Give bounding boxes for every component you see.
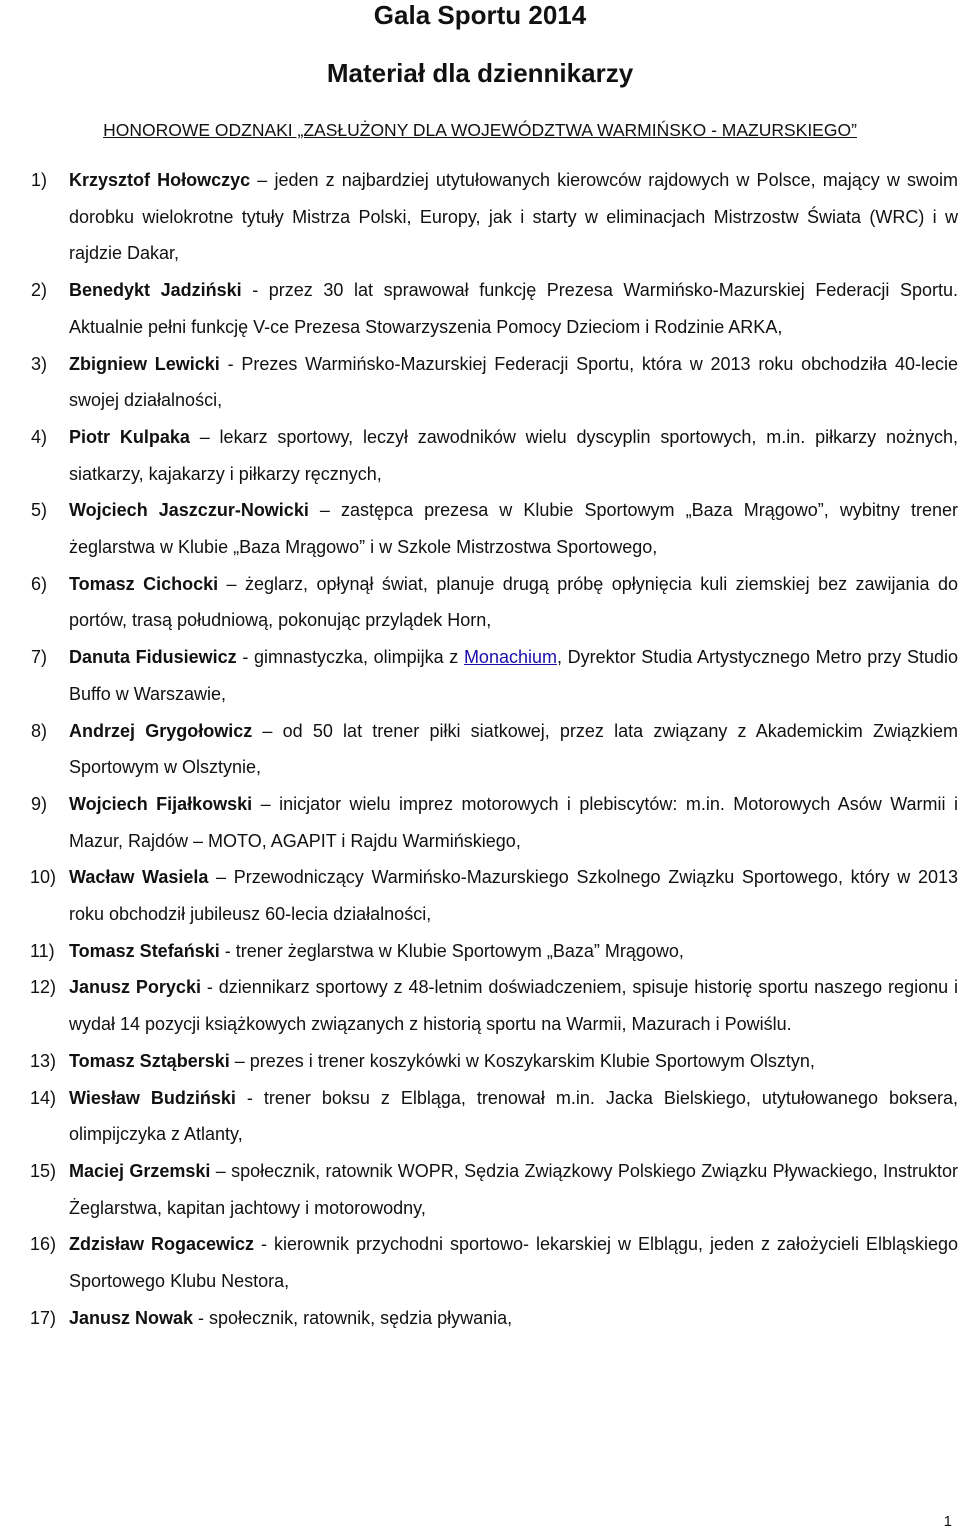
item-number: 2) xyxy=(31,280,48,301)
honoree-description: - gimnastyczka, olimpijka z xyxy=(236,647,464,668)
list-item xyxy=(0,969,960,1042)
honoree-description: - kierownik przychodni sportowo- lekarskiej w Elblągu, jeden z założycieli Elbląskiego Sportowego Klubu Nestora, xyxy=(69,1234,958,1292)
honoree-name: Maciej Grzemski xyxy=(69,1160,211,1181)
honoree-name: Wojciech Fijałkowski xyxy=(69,793,253,814)
honoree-name: Krzysztof Hołowczyc xyxy=(69,170,251,190)
list-item xyxy=(0,933,960,970)
honoree-description: – żeglarz, opłynął świat, planuje drugą próbę opłynięcia kuli ziemskiej bez zawijania do portów, trasą południową, pokonując przylądek Horn, xyxy=(69,573,958,631)
document-subtitle: Materiał dla dziennikarzy xyxy=(326,58,634,88)
item-number: 15) xyxy=(30,1160,57,1181)
list-item xyxy=(0,492,960,565)
list-item xyxy=(0,1080,960,1153)
honoree-name: Tomasz Stefański xyxy=(69,940,220,961)
item-number: 10) xyxy=(30,867,57,888)
list-item xyxy=(0,566,960,639)
honoree-description: - Prezes Warmińsko-Mazurskiej Federacji Sportu, która w 2013 roku obchodziła 40-lecie swojej działalności, xyxy=(69,353,958,411)
item-number: 1) xyxy=(31,170,48,190)
item-number: 12) xyxy=(30,977,57,998)
honoree-description: - przez 30 lat sprawował funkcję Prezesa Warmińsko-Mazurskiej Federacji Sportu. Aktualnie pełni funkcję V-ce Prezesa Stowarzyszenia Pomocy Dzieciom i Rodzinie ARKA, xyxy=(69,280,958,337)
item-number: 4) xyxy=(31,426,48,447)
list-item xyxy=(0,1043,960,1080)
item-number: 3) xyxy=(31,353,48,374)
list-item xyxy=(0,272,960,345)
item-number: 6) xyxy=(31,573,48,594)
honoree-description: – prezes i trener koszykówki w Koszykarskim Klubie Sportowym Olsztyn, xyxy=(229,1050,815,1071)
item-number: 8) xyxy=(31,720,48,741)
honoree-name: Piotr Kulpaka xyxy=(69,426,190,447)
list-item xyxy=(0,639,960,712)
honoree-name: Janusz Porycki xyxy=(69,977,201,998)
honoree-name: Danuta Fidusiewicz xyxy=(69,647,237,668)
honoree-description: – jeden z najbardziej utytułowanych kierowców rajdowych w Polsce, mający w swoim dorobku wielokrotne tytuły Mistrza Polski, Europy, jak i starty w eliminacjach Mistrzostw Świata (WRC) i w rajdzie Dakar, xyxy=(69,170,958,264)
list-item xyxy=(0,1300,960,1337)
page-number: 1 xyxy=(943,1513,952,1530)
honoree-name: Wojciech Jaszczur-Nowicki xyxy=(69,500,309,521)
list-item xyxy=(0,1153,960,1226)
honoree-description: – społecznik, ratownik WOPR, Sędzia Związkowy Polskiego Związku Pływackiego, Instruktor Żeglarstwa, kapitan jachtowy i motorowodny, xyxy=(69,1160,958,1218)
item-number: 17) xyxy=(30,1307,57,1328)
document-title: Gala Sportu 2014 xyxy=(373,0,587,30)
list-item xyxy=(0,346,960,419)
honoree-description: – Przewodniczący Warmińsko-Mazurskiego Szkolnego Związku Sportowego, który w 2013 roku obchodził jubileusz 60-lecia działalności, xyxy=(69,867,958,925)
section-heading: HONOROWE ODZNAKI „ZASŁUŻONY DLA WOJEWÓDZTWA WARMIŃSKO - MAZURSKIEGO” xyxy=(103,120,857,140)
honoree-name: Tomasz Cichocki xyxy=(69,573,219,594)
honoree-description: – lekarz sportowy, leczył zawodników wielu dyscyplin sportowych, m.in. piłkarzy nożnych, siatkarzy, kajakarzy i piłkarzy ręcznych, xyxy=(69,426,959,484)
item-number: 9) xyxy=(31,793,48,814)
honoree-name: Zdzisław Rogacewicz xyxy=(69,1234,255,1255)
item-number: 14) xyxy=(30,1087,57,1108)
honoree-description: – od 50 lat trener piłki siatkowej, przez lata związany z Akademickim Związkiem Sportowym w Olsztynie, xyxy=(69,720,958,778)
honoree-description: - trener żeglarstwa w Klubie Sportowym „Baza” Mrągowo, xyxy=(219,940,684,961)
honoree-name: Wacław Wasiela xyxy=(69,867,209,888)
item-number: 16) xyxy=(30,1234,57,1255)
item-number: 11) xyxy=(30,940,55,961)
honoree-name: Wiesław Budziński xyxy=(69,1087,236,1108)
item-number: 7) xyxy=(31,647,48,668)
honoree-description: , Dyrektor Studia Artystycznego Metro przy Studio Buffo w Warszawie, xyxy=(69,647,958,704)
item-number: 5) xyxy=(31,500,48,521)
monachium-link[interactable]: Monachium xyxy=(463,647,557,668)
item-number: 13) xyxy=(30,1050,57,1071)
honoree-name: Tomasz Sztąberski xyxy=(69,1050,230,1071)
list-item xyxy=(0,786,960,859)
honoree-name: Janusz Nowak xyxy=(69,1307,194,1328)
honoree-name: Benedykt Jadziński xyxy=(69,280,242,301)
honoree-description: – inicjator wielu imprez motorowych i plebiscytów: m.in. Motorowych Asów Warmii i Mazur, Rajdów – MOTO, AGAPIT i Rajdu Warmińskiego, xyxy=(69,793,958,851)
list-item xyxy=(0,713,960,786)
list-item xyxy=(0,162,960,272)
honoree-description: - społecznik, ratownik, sędzia pływania, xyxy=(193,1307,513,1328)
honoree-list xyxy=(0,162,960,1337)
honoree-name: Zbigniew Lewicki xyxy=(69,353,220,374)
list-item xyxy=(0,1226,960,1299)
list-item xyxy=(0,859,960,932)
honoree-description: – zastępca prezesa w Klubie Sportowym „Baza Mrągowo”, wybitny trener żeglarstwa w Klubie „Baza Mrągowo” i w Szkole Mistrzostwa Sportowego, xyxy=(69,500,958,558)
honoree-name: Andrzej Grygołowicz xyxy=(69,720,253,741)
honoree-description: - trener boksu z Elbląga, trenował m.in. Jacka Bielskiego, utytułowanego boksera, olimpijczyka z Atlanty, xyxy=(69,1087,958,1145)
list-item xyxy=(0,419,960,492)
honoree-description: - dziennikarz sportowy z 48-letnim doświadczeniem, spisuje historię sportu naszego regionu i wydał 14 pozycji książkowych związanych z historią sportu na Warmii, Mazurach i Powiślu. xyxy=(69,977,958,1035)
